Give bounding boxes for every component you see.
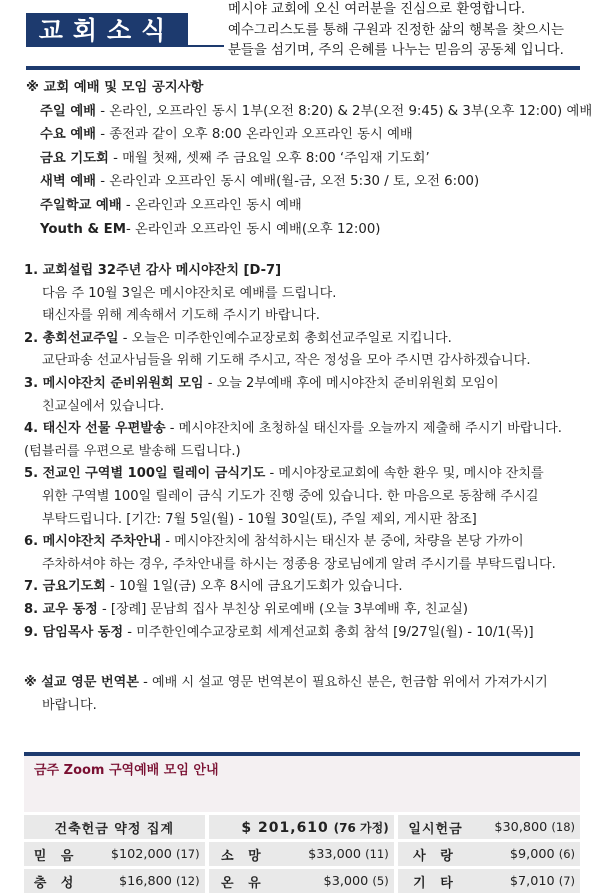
announcement-title: 2. 총회선교주일 [24, 330, 119, 346]
offering-count: (5) [372, 873, 389, 888]
announcement-item [24, 418, 590, 463]
table-row [24, 815, 580, 839]
offering-label: 믿 음 [24, 842, 88, 866]
offering-value: $33,000 [308, 846, 362, 862]
offering-amount [278, 842, 394, 866]
announcement-title: 5. 전교인 구역별 100일 릴레이 금식기도 [24, 466, 266, 482]
offering-count: (11) [365, 846, 389, 861]
offering-amount [473, 815, 580, 839]
offering-amount [278, 869, 394, 893]
welcome-message [228, 0, 588, 62]
announcement-text: - 메시야잔치에 참석하시는 태신자 분 중에, 차량을 본당 가까이 [161, 534, 524, 550]
announcement-item [24, 531, 590, 576]
notice-label: 수요 예배 [40, 127, 97, 143]
announcement-text: - 오늘은 미주한인예수교장로회 총회선교주일로 지킵니다. [118, 330, 452, 346]
announcement-text: - 미주한인예수교장로회 세계선교회 총회 참석 [9/27일(월) - 10/1(목)] [123, 624, 534, 640]
zoom-section-title: 금주 Zoom 구역예배 모임 안내 [24, 756, 580, 786]
notice-text: - 온라인, 오프라인 동시 1부(오전 8:20) & 2부(오전 9:45) & 3부(오후 12:00) 예배 [96, 103, 593, 119]
notice-text: - 종전과 같이 오후 8:00 온라인과 오프라인 동시 예배 [96, 127, 413, 143]
announcement-title: 1. 교회설립 32주년 감사 메시야잔치 [D-7] [24, 263, 282, 278]
announcement-continuation: 친교실에서 있습니다. [42, 398, 165, 414]
offering-amount [473, 842, 580, 866]
notice-label: 금요 기도회 [40, 150, 109, 166]
announcement-text: - [장례] 문남희 집사 부친상 위로예배 (오늘 3부예배 후, 친교실) [97, 601, 468, 617]
title-underline [26, 45, 224, 47]
announcement-continuation: 다음 주 10월 3일은 메시야잔치로 예배를 드립니다. [42, 285, 337, 301]
announcement-title: 9. 담임목사 동정 [24, 624, 124, 640]
welcome-line: 메시야 교회에 오신 여러분을 진심으로 환영합니다. [228, 2, 526, 17]
announcement-title: 6. 메시야잔치 주차안내 [24, 534, 162, 550]
announcement-title: 7. 금요기도회 [24, 579, 106, 595]
notice-heading: ※ 교회 예배 및 모임 공지사항 [26, 80, 204, 95]
offering-count: (6) [558, 846, 575, 861]
announcement-continuation: (텀블러를 우편으로 발송해 드립니다.) [24, 443, 241, 459]
note-continuation: 바랍니다. [42, 697, 97, 713]
offering-label: 일시헌금 [398, 815, 474, 839]
announcement-item [24, 576, 590, 599]
notice-row [26, 218, 586, 242]
notice-row [26, 100, 593, 124]
notice-row [26, 194, 586, 218]
offering-value: $7,010 [509, 873, 555, 889]
offering-count: (12) [175, 873, 200, 888]
offering-value: $102,000 [110, 846, 172, 862]
notice-text: - 온라인과 오프라인 동시 예배(월-금, 오전 5:30 / 토, 오전 6:00) [96, 174, 480, 190]
announcement-continuation: 태신자를 위해 계속해서 기도해 주시기 바랍니다. [42, 308, 320, 324]
announcement-list [24, 260, 590, 644]
offering-label: 기 타 [398, 869, 474, 893]
notice-label: 새벽 예배 [40, 174, 97, 190]
announcement-item [24, 463, 590, 531]
page-title: 교회소식 [26, 13, 188, 45]
pledge-total-amount: $ 201,610 [241, 819, 329, 836]
announcement-title: 4. 태신자 선물 우편발송 [24, 421, 166, 437]
announcement-title: 3. 메시야잔치 준비위원회 모임 [24, 375, 204, 391]
announcement-continuation: 교단파송 선교사님들을 위해 기도해 주시고, 작은 정성을 모아 주시면 감사하겠습니다. [42, 353, 531, 369]
notice-label: 주일학교 예배 [40, 197, 122, 213]
offering-amount [88, 842, 204, 866]
offering-value: $9,000 [509, 846, 555, 862]
notice-label: 주일 예배 [40, 103, 97, 119]
note-title: ※ 설교 영문 번역본 [24, 675, 139, 690]
announcement-item [24, 260, 590, 328]
announcement-title: 8. 교우 동정 [24, 601, 98, 617]
notice-text: - 온라인과 오프라인 동시 예배(오후 12:00) [126, 221, 381, 237]
zoom-section-body [24, 786, 580, 812]
offering-label: 사 랑 [398, 842, 474, 866]
table-row [24, 869, 580, 893]
welcome-line: 예수그리스도를 통해 구원과 진정한 삶의 행복을 찾으시는 [228, 22, 564, 38]
announcement-continuation: 부탁드립니다. [기간: 7월 5일(월) - 10월 30일(토), 주일 제외, 게시판 참조] [42, 511, 477, 527]
pledge-label: 건축헌금 약정 집계 [24, 815, 205, 839]
announcement-text: - 오늘 2부예배 후에 메시야잔치 준비위원회 모임이 [203, 375, 499, 391]
worship-notice [26, 76, 593, 241]
offering-count: (17) [175, 846, 200, 861]
offering-count: (7) [558, 873, 575, 888]
offering-label: 온 유 [209, 869, 279, 893]
offering-count: (18) [551, 819, 575, 834]
notice-row [26, 170, 586, 194]
notice-text: - 온라인과 오프라인 동시 예배 [121, 197, 302, 213]
pledge-total-note: (76 가정) [333, 820, 389, 835]
offering-value: $30,800 [494, 819, 548, 835]
offering-amount [473, 869, 580, 893]
announcement-continuation: 주차하셔야 하는 경우, 주차안내를 하시는 정종용 장로님에게 알려 주시기를 부탁드립니다. [42, 556, 556, 572]
notice-text: - 매월 첫째, 셋째 주 금요일 오후 8:00 ‘주임재 기도회’ [108, 150, 430, 166]
announcement-item [24, 599, 590, 622]
offering-label: 소 망 [209, 842, 279, 866]
section-divider [26, 66, 580, 70]
offering-amount [88, 869, 204, 893]
announcement-continuation: 위한 구역별 100일 릴레이 금식 기도가 진행 중에 있습니다. 한 마음으로 동참해 주시길 [42, 488, 539, 504]
offering-value: $16,800 [118, 873, 172, 889]
announcement-text: - 메시야장로교회에 속한 환우 및, 메시야 잔치를 [265, 466, 544, 482]
announcement-item [24, 622, 590, 645]
offering-table [24, 812, 580, 896]
welcome-line: 분들을 섬기며, 주의 은혜를 나누는 믿음의 공동체 입니다. [228, 43, 564, 58]
header [0, 0, 598, 70]
offering-label: 충 성 [24, 869, 88, 893]
notice-row [26, 147, 586, 171]
notice-row [26, 123, 586, 147]
announcement-item [24, 328, 590, 373]
announcement-item [24, 373, 590, 418]
announcement-text: - 10월 1일(금) 오후 8시에 금요기도회가 있습니다. [105, 579, 403, 595]
pledge-total [209, 815, 394, 839]
notice-label: Youth & EM [40, 221, 127, 237]
announcement-text: - 메시야잔치에 초청하실 태신자를 오늘까지 제출해 주시기 바랍니다. [165, 421, 562, 437]
table-row [24, 842, 580, 866]
note-text: - 예배 시 설교 영문 번역본이 필요하신 분은, 헌금함 위에서 가져가시기 [138, 675, 548, 690]
translation-note [24, 672, 590, 717]
offering-value: $3,000 [323, 873, 369, 889]
